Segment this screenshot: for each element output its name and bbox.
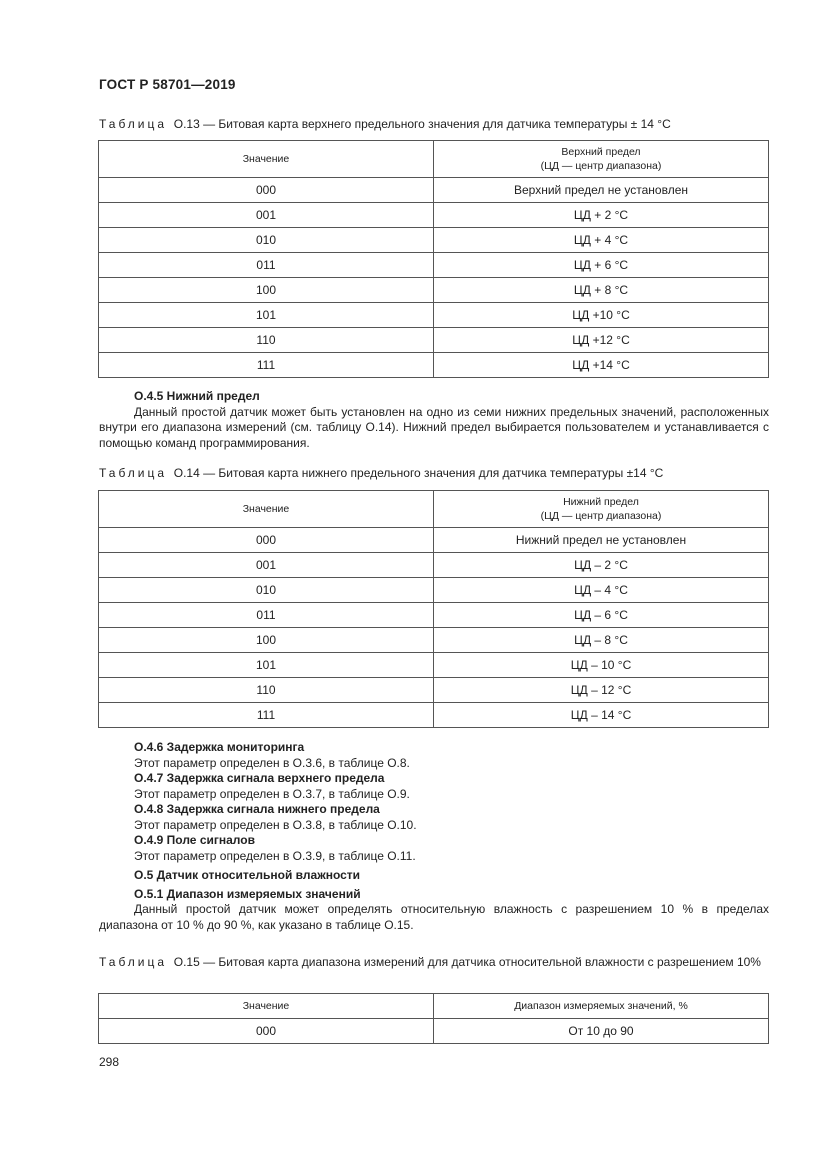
table-cell-code: 011 [99, 253, 434, 278]
table-14-caption-word: Таблица [99, 466, 168, 480]
table-row [99, 678, 769, 703]
section-o51-heading: О.5.1 Диапазон измеряемых значений [134, 886, 361, 901]
table-cell-limit: Верхний предел не установлен [434, 178, 769, 203]
table-cell-limit: ЦД – 4 °C [434, 578, 769, 603]
page-number: 298 [99, 1055, 120, 1069]
table-cell-limit: ЦД +10 °C [434, 303, 769, 328]
table-row [99, 328, 769, 353]
table-cell-range: От 10 до 90 [434, 1019, 769, 1044]
table-cell-limit: ЦД – 14 °C [434, 703, 769, 728]
table-row [99, 653, 769, 678]
section-o48-text: Этот параметр определен в О.3.8, в таблице О.10. [134, 817, 417, 832]
table-cell-code: 011 [99, 603, 434, 628]
table-row [99, 528, 769, 553]
table-cell-limit: ЦД + 2 °C [434, 203, 769, 228]
table-cell-limit: ЦД +14 °C [434, 353, 769, 378]
table-cell-code: 101 [99, 303, 434, 328]
table-14-caption-text: О.14 — Битовая карта нижнего предельного значения для датчика температуры ±14 °C [173, 466, 664, 480]
table-row [99, 203, 769, 228]
section-o48-heading: О.4.8 Задержка сигнала нижнего предела [134, 802, 380, 816]
table-row [99, 553, 769, 578]
table-cell-limit: ЦД – 12 °C [434, 678, 769, 703]
table-13-col-limit-line2: (ЦД — центр диапазона) [540, 160, 662, 172]
table-cell-code: 000 [99, 528, 434, 553]
table-cell-code: 101 [99, 653, 434, 678]
section-o47-text: Этот параметр определен в О.3.7, в таблице О.9. [134, 786, 410, 801]
table-row [99, 578, 769, 603]
table-cell-code: 010 [99, 578, 434, 603]
table-cell-limit: ЦД + 4 °C [434, 228, 769, 253]
table-cell-code: 100 [99, 278, 434, 303]
table-row [99, 1019, 769, 1044]
table-cell-code: 000 [99, 1019, 434, 1044]
table-15-col-range-header: Диапазон измеряемых значений, % [434, 994, 769, 1019]
table-13 [98, 140, 769, 378]
table-row [99, 303, 769, 328]
table-14-header-row [99, 491, 769, 528]
table-14 [98, 490, 769, 728]
document-id: ГОСТ Р 58701—2019 [99, 77, 236, 92]
table-row [99, 228, 769, 253]
section-o45 [99, 389, 769, 451]
table-14-col-limit-line2: (ЦД — центр диапазона) [540, 510, 662, 522]
table-cell-limit: ЦД +12 °C [434, 328, 769, 353]
table-cell-limit: ЦД + 8 °C [434, 278, 769, 303]
table-15-header-row [99, 994, 769, 1019]
table-14-col-limit-line1: Нижний предел [563, 496, 639, 508]
table-row [99, 353, 769, 378]
table-cell-code: 010 [99, 228, 434, 253]
sections-block [99, 740, 769, 933]
table-cell-code: 110 [99, 328, 434, 353]
table-cell-code: 111 [99, 353, 434, 378]
table-cell-code: 001 [99, 553, 434, 578]
table-14-col-limit-header [434, 491, 769, 528]
table-cell-limit: ЦД – 6 °C [434, 603, 769, 628]
table-14-caption [99, 466, 769, 480]
table-13-header-row [99, 141, 769, 178]
table-15 [98, 993, 769, 1044]
section-o49-text: Этот параметр определен в О.3.9, в таблице О.11. [134, 848, 416, 863]
table-cell-limit: ЦД – 8 °C [434, 628, 769, 653]
table-cell-limit: ЦД – 10 °C [434, 653, 769, 678]
table-cell-code: 001 [99, 203, 434, 228]
table-15-caption [99, 955, 769, 969]
table-row [99, 253, 769, 278]
section-o51-paragraph: Данный простой датчик может определять относительную влажность с разрешением 10 % в пределах диапазона от 10 % до 90 %, как указано в таблице О.15. [99, 902, 769, 932]
table-cell-limit: ЦД + 6 °C [434, 253, 769, 278]
table-cell-code: 110 [99, 678, 434, 703]
table-row [99, 178, 769, 203]
table-13-col-limit-line1: Верхний предел [561, 146, 641, 158]
table-13-col-value-header: Значение [99, 141, 434, 178]
section-o45-paragraph: Данный простой датчик может быть установлен на одно из семи нижних предельных значений, расположенных внутри его диапазона измерений (см. таблицу О.14). Нижний предел выбирается пользователем и устанавливается с помощью команд программирования. [99, 404, 769, 450]
table-row [99, 628, 769, 653]
table-cell-code: 000 [99, 178, 434, 203]
table-15-caption-word: Таблица [99, 955, 168, 969]
table-13-caption [99, 117, 769, 131]
table-row [99, 278, 769, 303]
table-13-caption-text: О.13 — Битовая карта верхнего предельного значения для датчика температуры ± 14 °C [173, 117, 671, 131]
section-o5-heading: О.5 Датчик относительной влажности [134, 868, 361, 882]
section-o47-heading: О.4.7 Задержка сигнала верхнего предела [134, 771, 385, 785]
table-14-col-value-header: Значение [99, 491, 434, 528]
table-13-col-limit-header [434, 141, 769, 178]
section-o46-heading: О.4.6 Задержка мониторинга [134, 740, 305, 754]
table-cell-code: 111 [99, 703, 434, 728]
section-o45-heading: О.4.5 Нижний предел [134, 389, 260, 403]
table-row [99, 603, 769, 628]
section-o46-text: Этот параметр определен в О.3.6, в таблице О.8. [134, 755, 410, 770]
section-o49-heading: О.4.9 Поле сигналов [134, 833, 255, 847]
table-row [99, 703, 769, 728]
table-cell-limit: Нижний предел не установлен [434, 528, 769, 553]
table-13-caption-word: Таблица [99, 117, 168, 131]
table-15-col-value-header: Значение [99, 994, 434, 1019]
table-15-caption-text: О.15 — Битовая карта диапазона измерений для датчика относительной влажности с разрешением 10% [173, 955, 761, 969]
table-cell-code: 100 [99, 628, 434, 653]
table-cell-limit: ЦД – 2 °C [434, 553, 769, 578]
